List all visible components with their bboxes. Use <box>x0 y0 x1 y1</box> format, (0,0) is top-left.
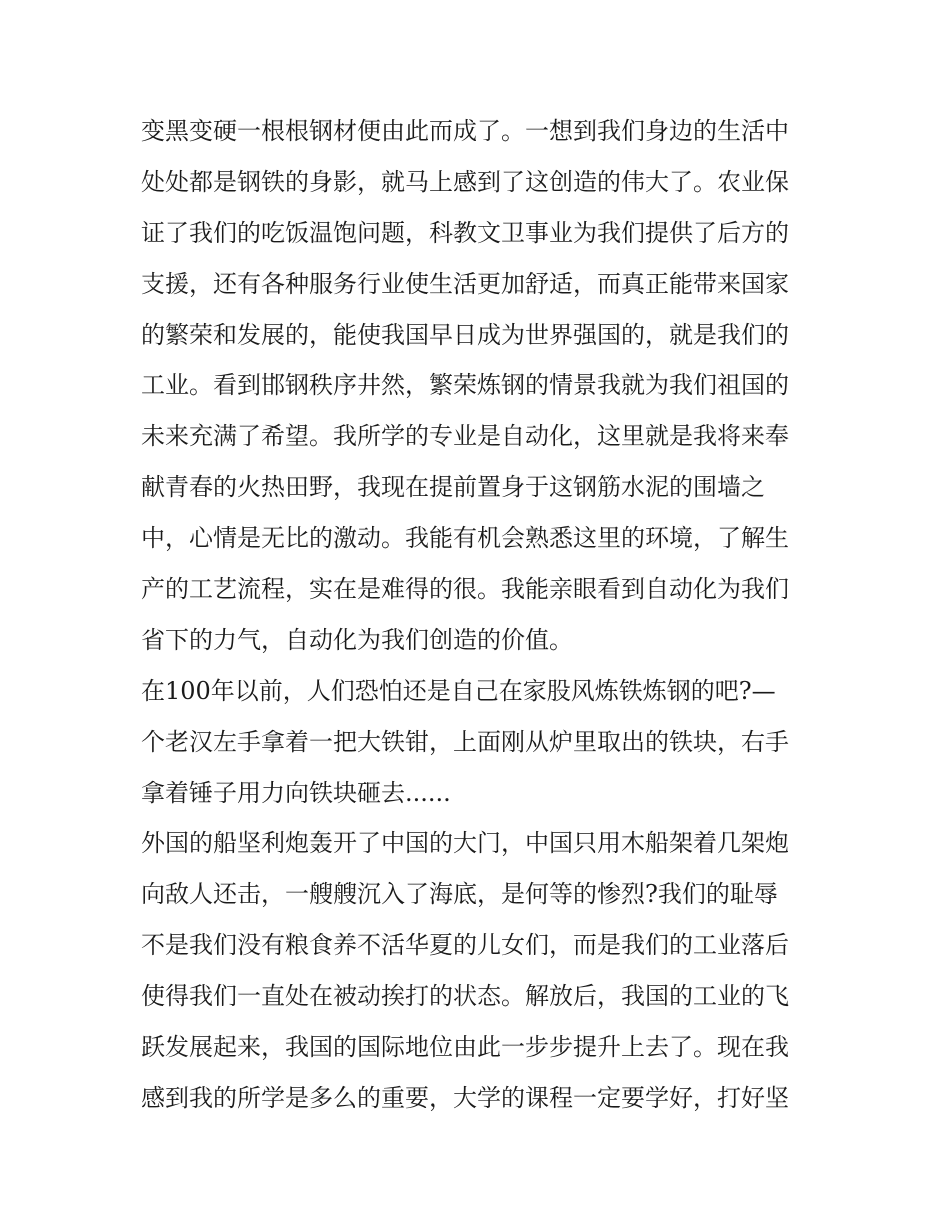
text-line: 感到我的所学是多么的重要，大学的课程一定要学好，打好坚 <box>141 1083 789 1112</box>
text-line: 支援，还有各种服务行业使生活更加舒适，而真正能带来国家 <box>141 269 789 298</box>
text-line: 处处都是钢铁的身影，就马上感到了这创造的伟大了。农业保 <box>141 167 789 196</box>
text-line: 省下的力气，自动化为我们创造的价值。 <box>141 625 573 654</box>
text-line: 的繁荣和发展的，能使我国早日成为世界强国的，就是我们的 <box>141 320 789 349</box>
text-line: 使得我们一直处在被动挨打的状态。解放后，我国的工业的飞 <box>141 982 789 1011</box>
text-line: 产的工艺流程，实在是难得的很。我能亲眼看到自动化为我们 <box>141 575 789 604</box>
text-line: 证了我们的吃饭温饱问题，科教文卫事业为我们提供了后方的 <box>141 218 789 247</box>
body-text <box>141 106 821 1124</box>
text-line: 工业。看到邯钢秩序井然，繁荣炼钢的情景我就为我们祖国的 <box>141 371 789 400</box>
text-line: 个老汉左手拿着一把大铁钳，上面刚从炉里取出的铁块，右手 <box>141 727 789 756</box>
text-line: 跃发展起来，我国的国际地位由此一步步提升上去了。现在我 <box>141 1033 789 1062</box>
text-line: 献青春的火热田野，我现在提前置身于这钢筋水泥的围墙之 <box>141 473 765 502</box>
text-line: 在100年以前，人们恐怕还是自己在家股风炼铁炼钢的吧?— <box>141 676 776 705</box>
text-line: 外国的船坚利炮轰开了中国的大门，中国只用木船架着几架炮 <box>141 829 789 858</box>
text-line: 拿着锤子用力向铁块砸去...... <box>141 778 451 807</box>
text-line: 中，心情是无比的激动。我能有机会熟悉这里的环境，了解生 <box>141 524 789 553</box>
text-line: 不是我们没有粮食养不活华夏的儿女们，而是我们的工业落后 <box>141 931 789 960</box>
text-line: 变黑变硬一根根钢材便由此而成了。一想到我们身边的生活中 <box>141 117 789 145</box>
text-line: 未来充满了希望。我所学的专业是自动化，这里就是我将来奉 <box>141 422 789 451</box>
text-line: 向敌人还击，一艘艘沉入了海底，是何等的惨烈?我们的耻辱 <box>141 880 778 909</box>
